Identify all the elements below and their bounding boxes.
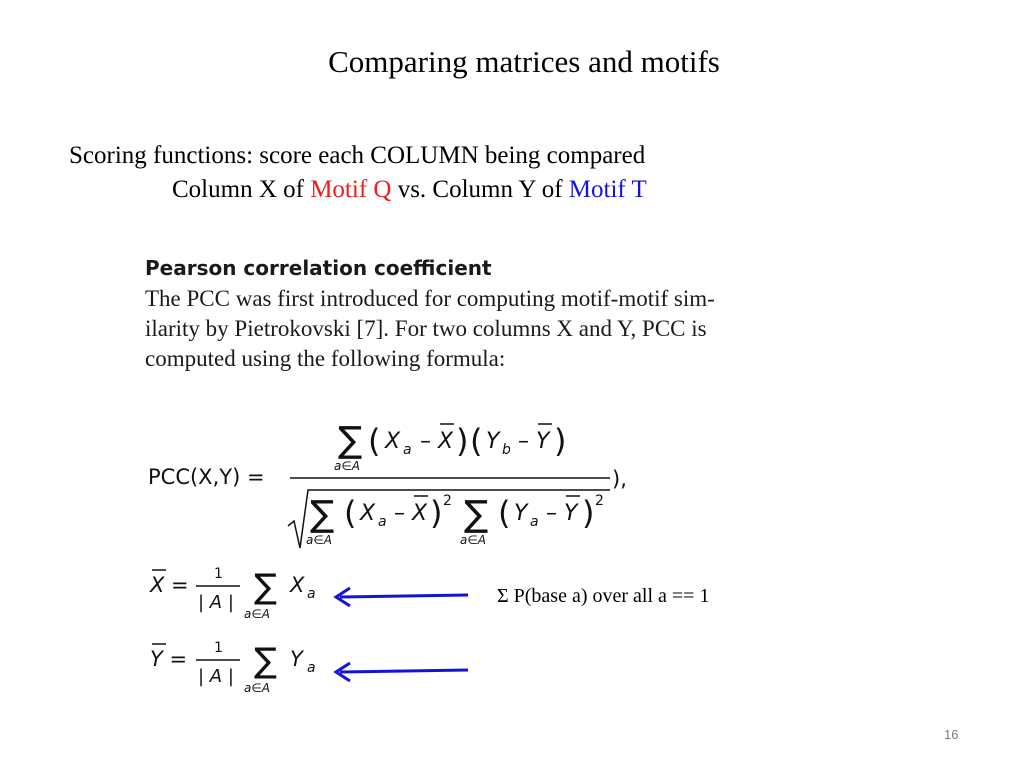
ybar-y: Y <box>290 647 303 671</box>
paren-close-3: ) <box>430 494 443 532</box>
paren-open-1: ( <box>368 422 381 460</box>
denominator-y-sub: a <box>530 514 539 530</box>
xbar-x-sub: a <box>307 586 316 602</box>
denominator-sum-index-2: a∈A <box>460 533 487 547</box>
paren-open-4: ( <box>498 494 511 532</box>
motif-t-label: Motif T <box>568 176 647 203</box>
ybar-sum-index: a∈A <box>244 681 271 695</box>
paren-open-3: ( <box>344 494 357 532</box>
excerpt-heading: Pearson correlation coefficient <box>145 256 492 280</box>
denominator-sum-index-1: a∈A <box>306 533 333 547</box>
numerator-xbar: X <box>438 429 454 454</box>
numerator-sigma-icon: ∑ <box>338 420 363 461</box>
minus-1: – <box>420 429 431 454</box>
xbar-one: 1 <box>214 566 223 582</box>
ybar-set-size: | A | <box>198 666 234 687</box>
xbar-lhs: X = <box>150 573 189 597</box>
page-number: 16 <box>944 727 959 742</box>
slide-title: Comparing matrices and motifs <box>328 44 720 79</box>
arrow-left-icon <box>330 660 472 684</box>
minus-4: – <box>546 501 557 526</box>
column-y-text: vs. Column Y of <box>391 176 569 203</box>
numerator-ybar: Y <box>536 429 550 454</box>
denominator-y: Y <box>514 501 528 526</box>
ybar-lhs: Y = <box>150 647 188 671</box>
paren-close-1: ) <box>456 422 469 460</box>
paren-open-2: ( <box>470 422 483 460</box>
ybar-one: 1 <box>214 640 223 656</box>
probability-sum-note: Σ P(base a) over all a == 1 <box>497 585 710 607</box>
denominator-x: X <box>360 501 376 526</box>
motif-q-label: Motif Q <box>310 176 392 203</box>
numerator-y-sub: b <box>502 442 511 458</box>
denominator-xbar: X <box>412 501 428 526</box>
denominator-sigma-1-icon: ∑ <box>310 494 335 535</box>
numerator-y: Y <box>486 429 500 454</box>
minus-3: – <box>394 501 405 526</box>
ybar-y-sub: a <box>307 660 316 676</box>
xbar-x: X <box>290 573 305 597</box>
denominator-ybar: Y <box>564 501 578 526</box>
excerpt-line-1: The PCC was first introduced for computing motif-motif sim- <box>145 286 715 311</box>
square-1: 2 <box>443 493 452 509</box>
xbar-sum-index: a∈A <box>244 607 271 621</box>
pcc-formula <box>140 408 640 558</box>
arrow-left-icon <box>330 585 472 609</box>
square-2: 2 <box>595 493 604 509</box>
numerator-x: X <box>385 429 401 454</box>
pcc-trailing: ), <box>612 467 627 491</box>
xbar-sigma-icon: ∑ <box>254 567 277 607</box>
xbar-set-size: | A | <box>198 592 234 613</box>
xbar-formula <box>140 560 330 626</box>
scoring-functions-line: Scoring functions: score each COLUMN being compared <box>69 142 646 169</box>
excerpt-line-3: computed using the following formula: <box>145 346 506 371</box>
numerator-x-sub: a <box>403 442 412 458</box>
column-comparison-line <box>172 176 647 204</box>
denominator-sigma-2-icon: ∑ <box>464 494 489 535</box>
ybar-sigma-icon: ∑ <box>254 641 277 681</box>
paren-close-2: ) <box>554 422 567 460</box>
ybar-formula <box>140 634 330 700</box>
column-x-text: Column X of <box>172 176 311 203</box>
minus-2: – <box>518 429 529 454</box>
pcc-lhs: PCC(X,Y) = <box>148 465 265 489</box>
denominator-x-sub: a <box>378 514 387 530</box>
numerator-sum-index: a∈A <box>334 459 361 473</box>
excerpt-line-2: ilarity by Pietrokovski [7]. For two columns X and Y, PCC is <box>145 316 707 341</box>
paren-close-4: ) <box>582 494 595 532</box>
